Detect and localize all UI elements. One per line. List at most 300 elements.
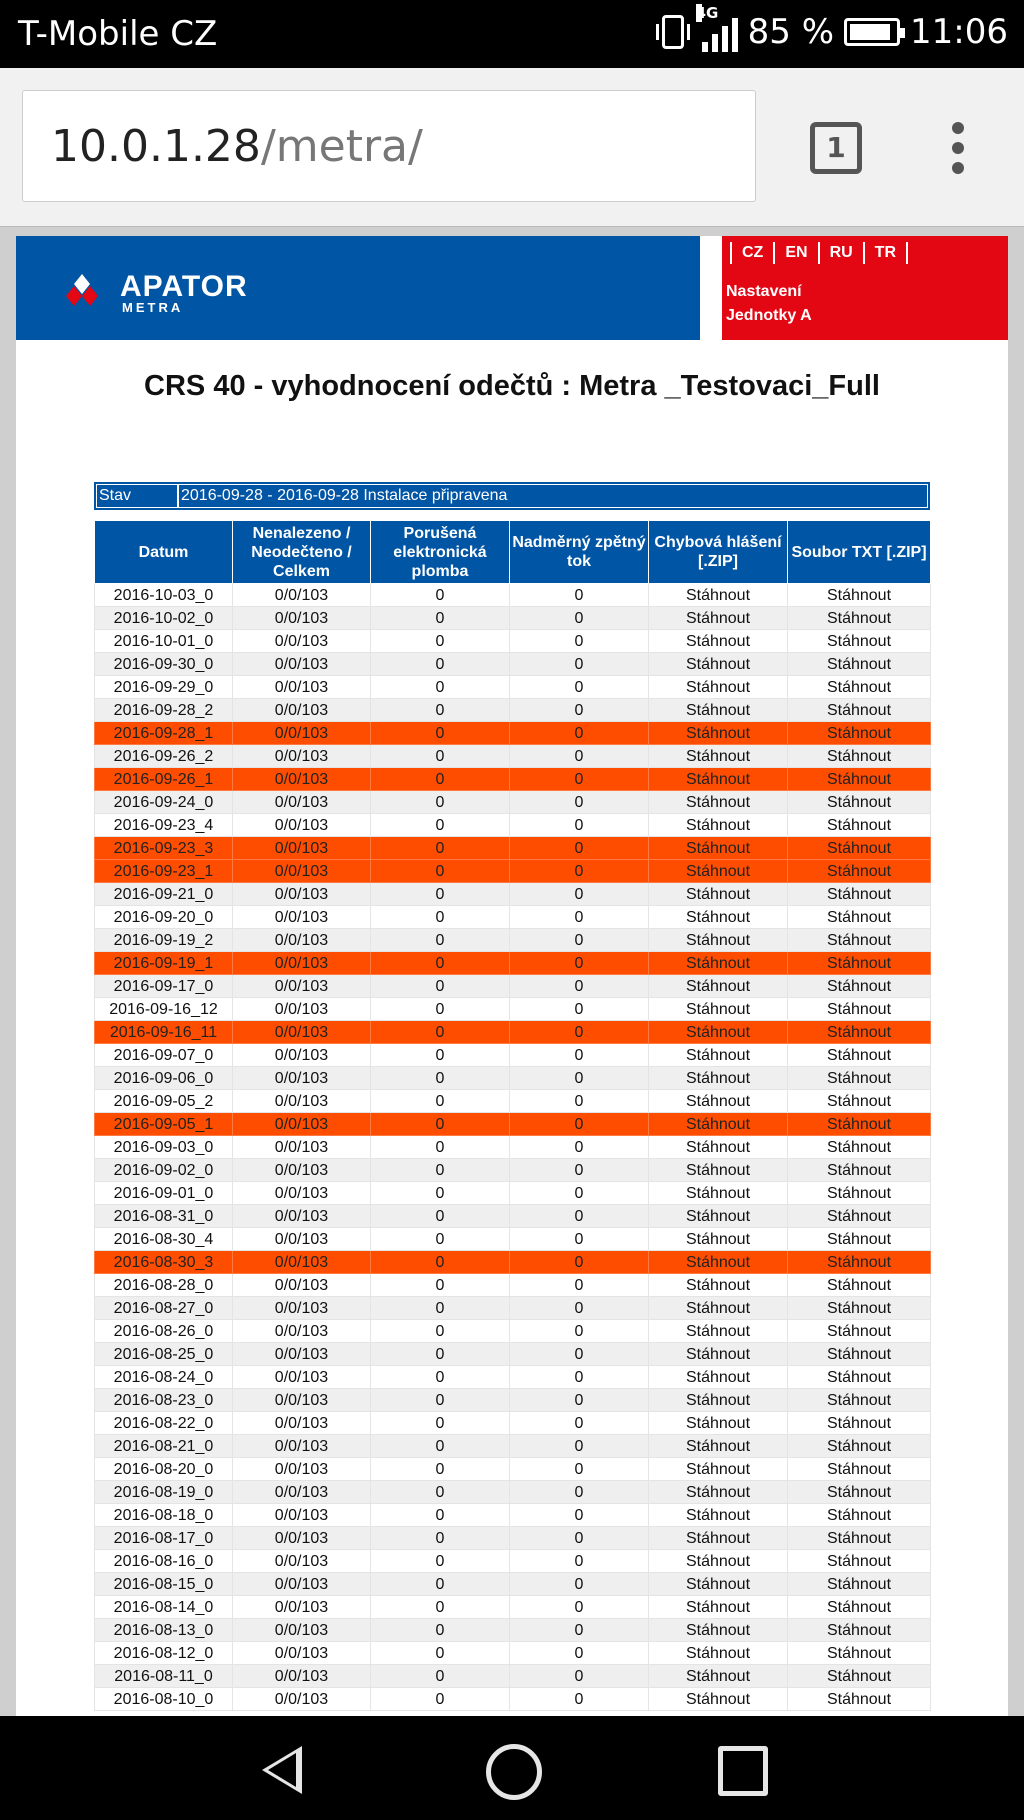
download-errors-link[interactable]: Stáhnout [649,768,788,791]
download-errors-link[interactable]: Stáhnout [649,1688,788,1711]
cell-seal: 0 [371,745,510,768]
table-row [95,975,931,998]
download-errors-link[interactable]: Stáhnout [649,1136,788,1159]
cell-seal: 0 [371,1067,510,1090]
table-row [95,1596,931,1619]
download-errors-link[interactable]: Stáhnout [649,699,788,722]
download-txt-link[interactable]: Stáhnout [788,1504,931,1527]
download-txt-link[interactable]: Stáhnout [788,1642,931,1665]
cell-seal: 0 [371,1251,510,1274]
cell-seal: 0 [371,1021,510,1044]
cell-seal: 0 [371,952,510,975]
network-type: 4G [695,4,719,22]
cell-date: 2016-09-23_3 [95,837,233,860]
cell-date: 2016-08-23_0 [95,1389,233,1412]
cell-date: 2016-09-02_0 [95,1159,233,1182]
url-bar[interactable] [22,90,756,202]
table-row [95,1297,931,1320]
cell-seal: 0 [371,676,510,699]
cell-counts: 0/0/103 [233,791,371,814]
cell-seal: 0 [371,653,510,676]
lang-cz[interactable]: CZ [730,242,773,264]
cell-seal: 0 [371,814,510,837]
download-errors-link[interactable]: Stáhnout [649,1274,788,1297]
download-errors-link[interactable]: Stáhnout [649,676,788,699]
table-header-row [95,521,931,584]
download-errors-link[interactable]: Stáhnout [649,1481,788,1504]
cell-seal: 0 [371,1090,510,1113]
cell-date: 2016-08-10_0 [95,1688,233,1711]
cell-backflow: 0 [510,1550,649,1573]
download-txt-link[interactable]: Stáhnout [788,1274,931,1297]
cell-seal: 0 [371,1320,510,1343]
cell-backflow: 0 [510,607,649,630]
download-errors-link[interactable]: Stáhnout [649,1159,788,1182]
cell-counts: 0/0/103 [233,1527,371,1550]
cell-date: 2016-08-19_0 [95,1481,233,1504]
download-errors-link[interactable]: Stáhnout [649,722,788,745]
battery-percent: 85 % [747,12,835,52]
cell-seal: 0 [371,975,510,998]
table-row [95,1458,931,1481]
cell-backflow: 0 [510,1642,649,1665]
download-errors-link[interactable]: Stáhnout [649,745,788,768]
logo-subtitle: METRA [122,300,184,315]
cell-counts: 0/0/103 [233,814,371,837]
table-row [95,1389,931,1412]
cell-backflow: 0 [510,1274,649,1297]
cell-counts: 0/0/103 [233,1642,371,1665]
download-txt-link[interactable]: Stáhnout [788,1297,931,1320]
table-row [95,1159,931,1182]
cell-backflow: 0 [510,860,649,883]
download-txt-link[interactable]: Stáhnout [788,929,931,952]
apator-logo[interactable] [62,270,322,314]
cell-counts: 0/0/103 [233,1251,371,1274]
status-bar [0,0,1024,68]
cell-seal: 0 [371,1136,510,1159]
download-errors-link[interactable]: Stáhnout [649,1366,788,1389]
download-txt-link[interactable]: Stáhnout [788,745,931,768]
cell-date: 2016-09-17_0 [95,975,233,998]
cell-seal: 0 [371,607,510,630]
download-txt-link[interactable]: Stáhnout [788,630,931,653]
cell-date: 2016-09-03_0 [95,1136,233,1159]
cell-backflow: 0 [510,929,649,952]
col-header-seal: Porušená elektronická plomba [371,521,510,584]
cell-seal: 0 [371,860,510,883]
download-errors-link[interactable]: Stáhnout [649,952,788,975]
cell-seal: 0 [371,1481,510,1504]
download-txt-link[interactable]: Stáhnout [788,1458,931,1481]
table-row [95,1412,931,1435]
cell-date: 2016-08-30_3 [95,1251,233,1274]
download-errors-link[interactable]: Stáhnout [649,584,788,607]
download-txt-link[interactable]: Stáhnout [788,791,931,814]
download-errors-link[interactable]: Stáhnout [649,929,788,952]
status-label: Stav [96,484,178,508]
cell-backflow: 0 [510,1412,649,1435]
cell-counts: 0/0/103 [233,1205,371,1228]
back-icon[interactable] [262,1746,302,1794]
download-txt-link[interactable]: Stáhnout [788,1481,931,1504]
table-row [95,1504,931,1527]
download-txt-link[interactable]: Stáhnout [788,699,931,722]
cell-date: 2016-09-23_1 [95,860,233,883]
table-row [95,1481,931,1504]
cell-counts: 0/0/103 [233,584,371,607]
cell-seal: 0 [371,1343,510,1366]
table-row [95,929,931,952]
table-row [95,676,931,699]
recent-apps-icon[interactable] [718,1746,768,1796]
cell-backflow: 0 [510,653,649,676]
download-errors-link[interactable]: Stáhnout [649,837,788,860]
cell-date: 2016-08-26_0 [95,1320,233,1343]
table-row [95,952,931,975]
cell-date: 2016-09-19_1 [95,952,233,975]
cell-counts: 0/0/103 [233,1665,371,1688]
cell-counts: 0/0/103 [233,883,371,906]
header-banner [16,236,700,340]
cell-seal: 0 [371,791,510,814]
overflow-menu-icon[interactable] [946,122,970,182]
cell-seal: 0 [371,1596,510,1619]
cell-backflow: 0 [510,1182,649,1205]
table-row [95,791,931,814]
lang-en[interactable]: EN [773,242,817,264]
cell-date: 2016-08-27_0 [95,1297,233,1320]
cell-backflow: 0 [510,837,649,860]
cell-date: 2016-08-14_0 [95,1596,233,1619]
download-errors-link[interactable]: Stáhnout [649,1090,788,1113]
cell-seal: 0 [371,722,510,745]
header-menu [722,236,1008,340]
download-txt-link[interactable]: Stáhnout [788,1320,931,1343]
cell-counts: 0/0/103 [233,607,371,630]
cell-counts: 0/0/103 [233,1550,371,1573]
lang-tr[interactable]: TR [863,242,908,264]
download-txt-link[interactable]: Stáhnout [788,1228,931,1251]
cell-date: 2016-09-28_1 [95,722,233,745]
cell-date: 2016-09-16_12 [95,998,233,1021]
cell-date: 2016-08-18_0 [95,1504,233,1527]
cell-backflow: 0 [510,676,649,699]
download-errors-link[interactable]: Stáhnout [649,607,788,630]
cell-date: 2016-08-17_0 [95,1527,233,1550]
download-txt-link[interactable]: Stáhnout [788,1596,931,1619]
cell-seal: 0 [371,1573,510,1596]
download-txt-link[interactable]: Stáhnout [788,952,931,975]
download-txt-link[interactable]: Stáhnout [788,1688,931,1711]
table-row [95,1435,931,1458]
download-txt-link[interactable]: Stáhnout [788,653,931,676]
cell-counts: 0/0/103 [233,653,371,676]
download-errors-link[interactable]: Stáhnout [649,1527,788,1550]
download-errors-link[interactable]: Stáhnout [649,1320,788,1343]
cell-date: 2016-09-19_2 [95,929,233,952]
cell-backflow: 0 [510,1504,649,1527]
cell-backflow: 0 [510,1527,649,1550]
cell-backflow: 0 [510,1159,649,1182]
download-txt-link[interactable]: Stáhnout [788,1113,931,1136]
cell-seal: 0 [371,906,510,929]
cell-date: 2016-09-28_2 [95,699,233,722]
download-txt-link[interactable]: Stáhnout [788,1067,931,1090]
col-header-date: Datum [95,521,233,584]
cell-backflow: 0 [510,1458,649,1481]
cell-counts: 0/0/103 [233,768,371,791]
cell-counts: 0/0/103 [233,1573,371,1596]
cell-seal: 0 [371,1527,510,1550]
table-row [95,1573,931,1596]
url-host: 10.0.1.28 [51,121,261,172]
download-txt-link[interactable]: Stáhnout [788,1435,931,1458]
cell-date: 2016-10-03_0 [95,584,233,607]
table-row [95,1665,931,1688]
download-txt-link[interactable]: Stáhnout [788,1527,931,1550]
download-errors-link[interactable]: Stáhnout [649,1251,788,1274]
cell-date: 2016-08-31_0 [95,1205,233,1228]
cell-seal: 0 [371,1297,510,1320]
table-row [95,630,931,653]
cell-backflow: 0 [510,1205,649,1228]
cell-seal: 0 [371,1504,510,1527]
download-errors-link[interactable]: Stáhnout [649,1504,788,1527]
cell-counts: 0/0/103 [233,1228,371,1251]
download-errors-link[interactable]: Stáhnout [649,1182,788,1205]
cell-date: 2016-08-20_0 [95,1458,233,1481]
download-txt-link[interactable]: Stáhnout [788,1412,931,1435]
cell-backflow: 0 [510,768,649,791]
table-row [95,1136,931,1159]
cell-date: 2016-08-22_0 [95,1412,233,1435]
download-errors-link[interactable]: Stáhnout [649,1021,788,1044]
download-txt-link[interactable]: Stáhnout [788,1619,931,1642]
cell-backflow: 0 [510,1136,649,1159]
cell-seal: 0 [371,768,510,791]
download-txt-link[interactable]: Stáhnout [788,676,931,699]
web-page [16,236,1008,1716]
download-errors-link[interactable]: Stáhnout [649,883,788,906]
cell-backflow: 0 [510,1389,649,1412]
download-errors-link[interactable]: Stáhnout [649,1619,788,1642]
cell-seal: 0 [371,929,510,952]
cell-counts: 0/0/103 [233,1596,371,1619]
table-row [95,768,931,791]
download-txt-link[interactable]: Stáhnout [788,998,931,1021]
cell-backflow: 0 [510,630,649,653]
cell-backflow: 0 [510,1021,649,1044]
cell-counts: 0/0/103 [233,1619,371,1642]
download-txt-link[interactable]: Stáhnout [788,906,931,929]
cell-seal: 0 [371,630,510,653]
cell-date: 2016-09-23_4 [95,814,233,837]
table-row [95,1205,931,1228]
home-icon[interactable] [486,1744,542,1800]
download-errors-link[interactable]: Stáhnout [649,814,788,837]
cell-counts: 0/0/103 [233,1389,371,1412]
download-errors-link[interactable]: Stáhnout [649,1205,788,1228]
download-errors-link[interactable]: Stáhnout [649,1067,788,1090]
cell-counts: 0/0/103 [233,1458,371,1481]
download-txt-link[interactable]: Stáhnout [788,860,931,883]
table-row [95,998,931,1021]
download-errors-link[interactable]: Stáhnout [649,1596,788,1619]
download-errors-link[interactable]: Stáhnout [649,1550,788,1573]
download-errors-link[interactable]: Stáhnout [649,906,788,929]
carrier-name: T-Mobile CZ [18,14,218,54]
col-header-error-reports: Chybová hlášení [.ZIP] [649,521,788,584]
cell-date: 2016-09-24_0 [95,791,233,814]
cell-backflow: 0 [510,1573,649,1596]
table-row [95,1228,931,1251]
cell-counts: 0/0/103 [233,1435,371,1458]
cell-date: 2016-09-30_0 [95,653,233,676]
download-txt-link[interactable]: Stáhnout [788,1205,931,1228]
cell-date: 2016-09-05_2 [95,1090,233,1113]
cell-counts: 0/0/103 [233,837,371,860]
table-row [95,584,931,607]
download-txt-link[interactable]: Stáhnout [788,768,931,791]
logo-mark-icon [62,270,114,314]
cell-date: 2016-09-20_0 [95,906,233,929]
logo-wordmark: APATOR [120,270,248,303]
download-txt-link[interactable]: Stáhnout [788,607,931,630]
table-row [95,883,931,906]
download-errors-link[interactable]: Stáhnout [649,630,788,653]
download-txt-link[interactable]: Stáhnout [788,883,931,906]
download-txt-link[interactable]: Stáhnout [788,1182,931,1205]
cell-backflow: 0 [510,883,649,906]
cell-date: 2016-08-13_0 [95,1619,233,1642]
cell-date: 2016-09-05_1 [95,1113,233,1136]
cell-backflow: 0 [510,1228,649,1251]
download-errors-link[interactable]: Stáhnout [649,860,788,883]
download-txt-link[interactable]: Stáhnout [788,1550,931,1573]
download-errors-link[interactable]: Stáhnout [649,975,788,998]
settings-link[interactable]: Nastavení [726,283,802,300]
cell-seal: 0 [371,1688,510,1711]
download-errors-link[interactable]: Stáhnout [649,1573,788,1596]
table-row [95,1688,931,1711]
download-errors-link[interactable]: Stáhnout [649,1389,788,1412]
cell-seal: 0 [371,1182,510,1205]
table-row [95,837,931,860]
download-txt-link[interactable]: Stáhnout [788,1159,931,1182]
language-switcher [730,242,908,264]
download-txt-link[interactable]: Stáhnout [788,1044,931,1067]
table-row [95,1320,931,1343]
cell-backflow: 0 [510,1665,649,1688]
cell-seal: 0 [371,1366,510,1389]
download-txt-link[interactable]: Stáhnout [788,1573,931,1596]
download-txt-link[interactable]: Stáhnout [788,837,931,860]
table-row [95,1274,931,1297]
table-row [95,607,931,630]
browser-toolbar [0,68,1024,227]
cell-seal: 0 [371,1044,510,1067]
status-value: 2016-09-28 - 2016-09-28 Instalace připravena [178,484,928,508]
download-errors-link[interactable]: Stáhnout [649,1458,788,1481]
download-txt-link[interactable]: Stáhnout [788,1251,931,1274]
cell-counts: 0/0/103 [233,1297,371,1320]
download-errors-link[interactable]: Stáhnout [649,1044,788,1067]
download-txt-link[interactable]: Stáhnout [788,1665,931,1688]
cell-date: 2016-09-21_0 [95,883,233,906]
cell-counts: 0/0/103 [233,1366,371,1389]
download-errors-link[interactable]: Stáhnout [649,791,788,814]
table-row [95,1366,931,1389]
download-txt-link[interactable]: Stáhnout [788,1021,931,1044]
download-txt-link[interactable]: Stáhnout [788,975,931,998]
cell-date: 2016-10-02_0 [95,607,233,630]
cell-backflow: 0 [510,975,649,998]
cell-date: 2016-08-12_0 [95,1642,233,1665]
table-row [95,1113,931,1136]
download-errors-link[interactable]: Stáhnout [649,1113,788,1136]
cell-seal: 0 [371,699,510,722]
table-row [95,860,931,883]
cell-counts: 0/0/103 [233,1504,371,1527]
tab-switcher-button[interactable]: 1 [810,122,862,174]
menu-links [726,280,812,328]
col-header-counts: Nenalezeno / Neodečteno / Celkem [233,521,371,584]
download-errors-link[interactable]: Stáhnout [649,1412,788,1435]
download-errors-link[interactable]: Stáhnout [649,653,788,676]
table-row [95,1550,931,1573]
download-errors-link[interactable]: Stáhnout [649,1343,788,1366]
lang-ru[interactable]: RU [818,242,863,264]
cell-counts: 0/0/103 [233,699,371,722]
units-link[interactable]: Jednotky A [726,307,812,324]
cell-counts: 0/0/103 [233,1067,371,1090]
download-errors-link[interactable]: Stáhnout [649,1297,788,1320]
cell-seal: 0 [371,1665,510,1688]
cell-seal: 0 [371,1642,510,1665]
download-errors-link[interactable]: Stáhnout [649,998,788,1021]
table-row [95,906,931,929]
cell-backflow: 0 [510,952,649,975]
table-row [95,814,931,837]
download-errors-link[interactable]: Stáhnout [649,1665,788,1688]
download-txt-link[interactable]: Stáhnout [788,1090,931,1113]
download-txt-link[interactable]: Stáhnout [788,1343,931,1366]
cell-seal: 0 [371,1619,510,1642]
download-errors-link[interactable]: Stáhnout [649,1228,788,1251]
table-row [95,699,931,722]
cell-seal: 0 [371,1435,510,1458]
cell-counts: 0/0/103 [233,906,371,929]
cell-counts: 0/0/103 [233,1090,371,1113]
cell-counts: 0/0/103 [233,1021,371,1044]
download-txt-link[interactable]: Stáhnout [788,722,931,745]
cell-counts: 0/0/103 [233,952,371,975]
cell-backflow: 0 [510,584,649,607]
table-row [95,1642,931,1665]
download-txt-link[interactable]: Stáhnout [788,814,931,837]
cell-backflow: 0 [510,814,649,837]
cell-date: 2016-08-24_0 [95,1366,233,1389]
download-txt-link[interactable]: Stáhnout [788,1389,931,1412]
download-errors-link[interactable]: Stáhnout [649,1435,788,1458]
cell-counts: 0/0/103 [233,1136,371,1159]
download-txt-link[interactable]: Stáhnout [788,584,931,607]
download-txt-link[interactable]: Stáhnout [788,1136,931,1159]
cell-date: 2016-09-26_1 [95,768,233,791]
download-txt-link[interactable]: Stáhnout [788,1366,931,1389]
download-errors-link[interactable]: Stáhnout [649,1642,788,1665]
